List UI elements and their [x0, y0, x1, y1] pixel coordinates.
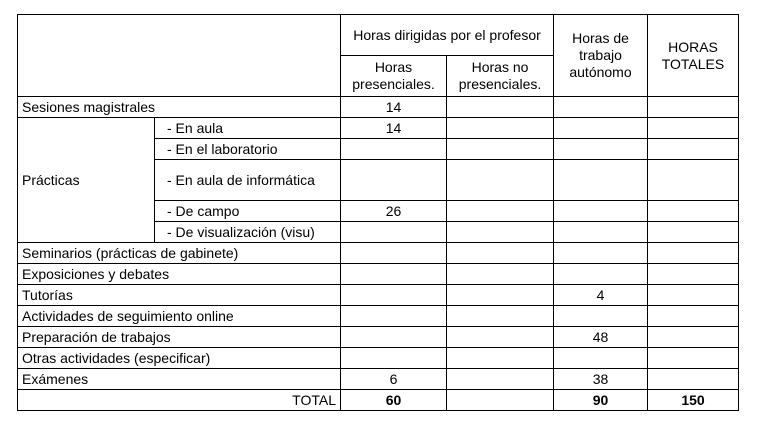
- cell-autonomo: [554, 160, 648, 201]
- cell-autonomo: [554, 243, 648, 264]
- cell-no-presenciales: [447, 139, 554, 160]
- cell-totales: [648, 97, 739, 118]
- total-totales: 150: [648, 390, 739, 411]
- header-no-presenciales: Horas no presenciales.: [447, 56, 554, 97]
- cell-totales: [648, 327, 739, 348]
- cell-presenciales: [341, 348, 447, 369]
- cell-totales: [648, 201, 739, 222]
- cell-no-presenciales: [447, 201, 554, 222]
- row-tutorias: [18, 285, 739, 306]
- cell-autonomo: [554, 222, 648, 243]
- row-seminarios: [18, 243, 739, 264]
- cell-autonomo: 38: [554, 369, 648, 390]
- header-presenciales: Horas presenciales.: [341, 56, 447, 97]
- cell-autonomo: [554, 97, 648, 118]
- row-label: Actividades de seguimiento online: [18, 306, 341, 327]
- cell-autonomo: 48: [554, 327, 648, 348]
- cell-presenciales: 14: [341, 97, 447, 118]
- cell-no-presenciales: [447, 285, 554, 306]
- cell-autonomo: [554, 306, 648, 327]
- row-sesiones: [18, 97, 739, 118]
- row-seguimiento: [18, 306, 739, 327]
- header-totales: HORAS TOTALES: [648, 15, 739, 97]
- header-autonomo: Horas de trabajo autónomo: [554, 15, 648, 97]
- cell-presenciales: [341, 243, 447, 264]
- cell-presenciales: [341, 222, 447, 243]
- cell-presenciales: [341, 264, 447, 285]
- cell-totales: [648, 348, 739, 369]
- cell-no-presenciales: [447, 243, 554, 264]
- cell-presenciales: [341, 139, 447, 160]
- header-dirigidas: Horas dirigidas por el profesor: [341, 15, 554, 56]
- row-label: - En aula de informática: [155, 160, 341, 201]
- row-label: - En el laboratorio: [155, 139, 341, 160]
- row-label: Tutorías: [18, 285, 341, 306]
- cell-autonomo: [554, 348, 648, 369]
- cell-totales: [648, 369, 739, 390]
- row-total: [18, 390, 739, 411]
- total-autonomo: 90: [554, 390, 648, 411]
- cell-presenciales: [341, 306, 447, 327]
- cell-totales: [648, 160, 739, 201]
- row-label: Seminarios (prácticas de gabinete): [18, 243, 341, 264]
- cell-presenciales: [341, 160, 447, 201]
- row-otras: [18, 348, 739, 369]
- header-row-1: [18, 15, 739, 56]
- total-presenciales: 60: [341, 390, 447, 411]
- cell-autonomo: [554, 201, 648, 222]
- row-label: - En aula: [155, 118, 341, 139]
- row-label: Preparación de trabajos: [18, 327, 341, 348]
- cell-totales: [648, 118, 739, 139]
- hours-table: [17, 14, 739, 411]
- cell-no-presenciales: [447, 369, 554, 390]
- row-label: Exámenes: [18, 369, 341, 390]
- cell-totales: [648, 285, 739, 306]
- header-empty-cell: [18, 15, 341, 97]
- cell-totales: [648, 139, 739, 160]
- cell-totales: [648, 306, 739, 327]
- row-label: Exposiciones y debates: [18, 264, 341, 285]
- total-no-presenciales: [447, 390, 554, 411]
- cell-autonomo: [554, 118, 648, 139]
- cell-presenciales: [341, 327, 447, 348]
- total-label: TOTAL: [18, 390, 341, 411]
- cell-autonomo: [554, 139, 648, 160]
- cell-no-presenciales: [447, 118, 554, 139]
- cell-no-presenciales: [447, 222, 554, 243]
- row-label: - De visualización (visu): [155, 222, 341, 243]
- cell-totales: [648, 222, 739, 243]
- cell-totales: [648, 243, 739, 264]
- cell-totales: [648, 264, 739, 285]
- cell-autonomo: [554, 264, 648, 285]
- row-preparacion: [18, 327, 739, 348]
- row-label: Otras actividades (especificar): [18, 348, 341, 369]
- row-practicas-aula: [18, 118, 739, 139]
- cell-presenciales: 26: [341, 201, 447, 222]
- cell-no-presenciales: [447, 264, 554, 285]
- cell-no-presenciales: [447, 306, 554, 327]
- cell-presenciales: 14: [341, 118, 447, 139]
- cell-no-presenciales: [447, 97, 554, 118]
- cell-no-presenciales: [447, 348, 554, 369]
- row-label: Sesiones magistrales: [18, 97, 341, 118]
- cell-autonomo: 4: [554, 285, 648, 306]
- cell-presenciales: [341, 285, 447, 306]
- cell-presenciales: 6: [341, 369, 447, 390]
- row-examenes: [18, 369, 739, 390]
- row-label: - De campo: [155, 201, 341, 222]
- cell-no-presenciales: [447, 160, 554, 201]
- practicas-label: Prácticas: [18, 118, 155, 243]
- cell-no-presenciales: [447, 327, 554, 348]
- row-exposiciones: [18, 264, 739, 285]
